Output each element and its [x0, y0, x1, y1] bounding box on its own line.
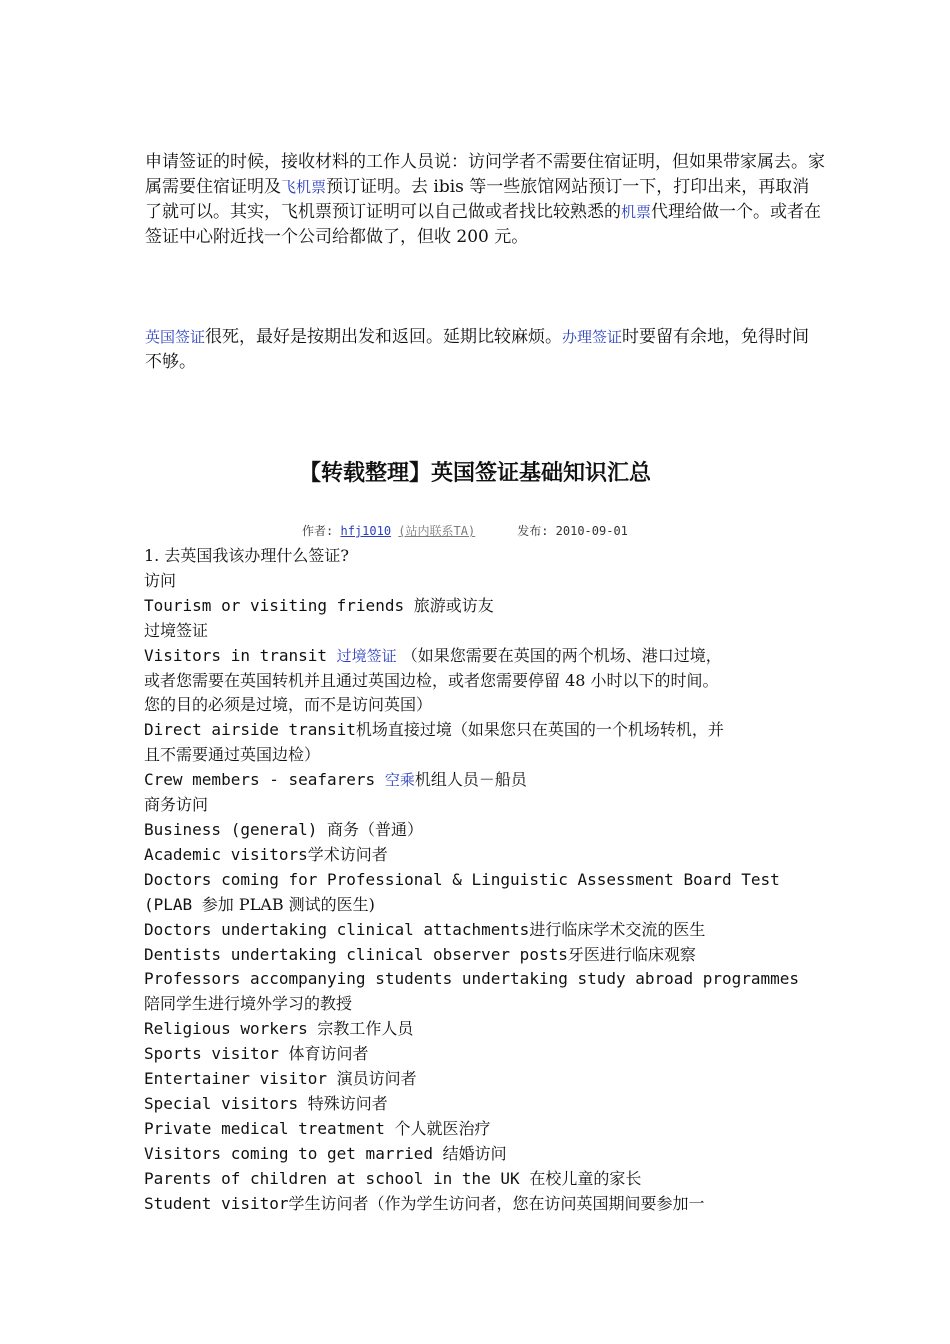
list-item: 商务访问 — [144, 795, 209, 815]
ticket-link[interactable]: 机票 — [621, 203, 652, 221]
intro-paragraph-visa — [145, 325, 825, 375]
list-item: Doctors coming for Professional & Linguistic Assessment Board Test — [144, 869, 780, 889]
author-link[interactable]: hfj1010 — [340, 524, 392, 538]
list-item: Crew members - seafarers 空乘机组人员－船员 — [144, 770, 527, 790]
published-date: 2010-09-01 — [555, 524, 628, 538]
list-item: Visitors in transit 过境签证 （如果您需要在英国的两个机场、港口过境， — [144, 645, 722, 665]
intro-text: 时要留有余地，免得时间不够。 — [145, 327, 810, 372]
list-item: Parents of children at school in the UK 在校儿童的家长 — [144, 1168, 642, 1188]
intro-text: 申请签证的时候，接收材料的工作人员说：访问学者不需要住宿证明，但如果带家属去。家属需要住宿证明及 — [145, 152, 825, 197]
list-item: Business (general) 商务（普通） — [144, 819, 424, 839]
article-title: 【转载整理】英国签证基础知识汇总 — [298, 461, 651, 486]
list-item: Student visitor学生访问者（作为学生访问者，您在访问英国期间要参加一 — [144, 1193, 705, 1213]
list-item: 或者您需要在英国转机并且通过英国边检，或者您需要停留 48 小时以下的时间。 — [144, 670, 719, 690]
intro-text: 很死，最好是按期出发和返回。延期比较麻烦。 — [205, 327, 563, 347]
uk-visa-link[interactable]: 英国签证 — [145, 328, 206, 346]
author-label: 作者: — [302, 524, 334, 538]
list-item: 且不需要通过英国边检） — [144, 745, 321, 765]
list-item: Sports visitor 体育访问者 — [144, 1044, 369, 1064]
list-item: 访问 — [144, 570, 177, 590]
transit-visa-link[interactable]: 过境签证 — [336, 646, 397, 665]
list-item: 1. 去英国我该办理什么签证? — [144, 546, 349, 565]
list-item: Religious workers 宗教工作人员 — [144, 1019, 414, 1039]
list-item: Doctors undertaking clinical attachments进行临床学术交流的医生 — [144, 919, 706, 939]
list-item: Private medical treatment 个人就医治疗 — [144, 1118, 491, 1138]
list-item: Dentists undertaking clinical observer posts牙医进行临床观察 — [144, 944, 696, 964]
air-ticket-link[interactable]: 飞机票 — [281, 178, 327, 196]
article-meta — [302, 522, 628, 539]
intro-text: 代理给做一个。或者在签证中心附近找一个公司给都做了，但收 200 元。 — [145, 202, 822, 247]
list-item: 陪同学生进行境外学习的教授 — [144, 994, 353, 1014]
list-item: 您的目的必须是过境，而不是访问英国） — [144, 695, 433, 715]
intro-text: 预订证明。去 ibis 等一些旅馆网站预订一下，打印出来，再取消了就可以。其实，飞机票预订证明可以自己做或者找比较熟悉的 — [145, 177, 810, 222]
list-item: Direct airside transit机场直接过境（如果您只在英国的一个机场转机，并 — [144, 720, 724, 740]
list-item: Special visitors 特殊访问者 — [144, 1093, 388, 1113]
contact-author-link[interactable]: (站内联系TA) — [398, 524, 476, 538]
published-label: 发布: — [517, 524, 549, 538]
list-item: (PLAB 参加 PLAB 测试的医生) — [144, 894, 375, 914]
list-item: 过境签证 — [144, 620, 209, 640]
intro-paragraph-accommodation — [145, 150, 825, 250]
list-item: Professors accompanying students undertaking study abroad programmes — [144, 969, 800, 989]
flight-crew-link[interactable]: 空乘 — [384, 771, 415, 790]
visa-type-list — [144, 544, 834, 1216]
list-item: Academic visitors学术访问者 — [144, 844, 388, 864]
list-item: Visitors coming to get married 结婚访问 — [144, 1143, 507, 1163]
list-item: Tourism or visiting friends 旅游或访友 — [144, 595, 494, 615]
apply-visa-link[interactable]: 办理签证 — [562, 328, 623, 346]
list-item: Entertainer visitor 演员访问者 — [144, 1069, 417, 1089]
